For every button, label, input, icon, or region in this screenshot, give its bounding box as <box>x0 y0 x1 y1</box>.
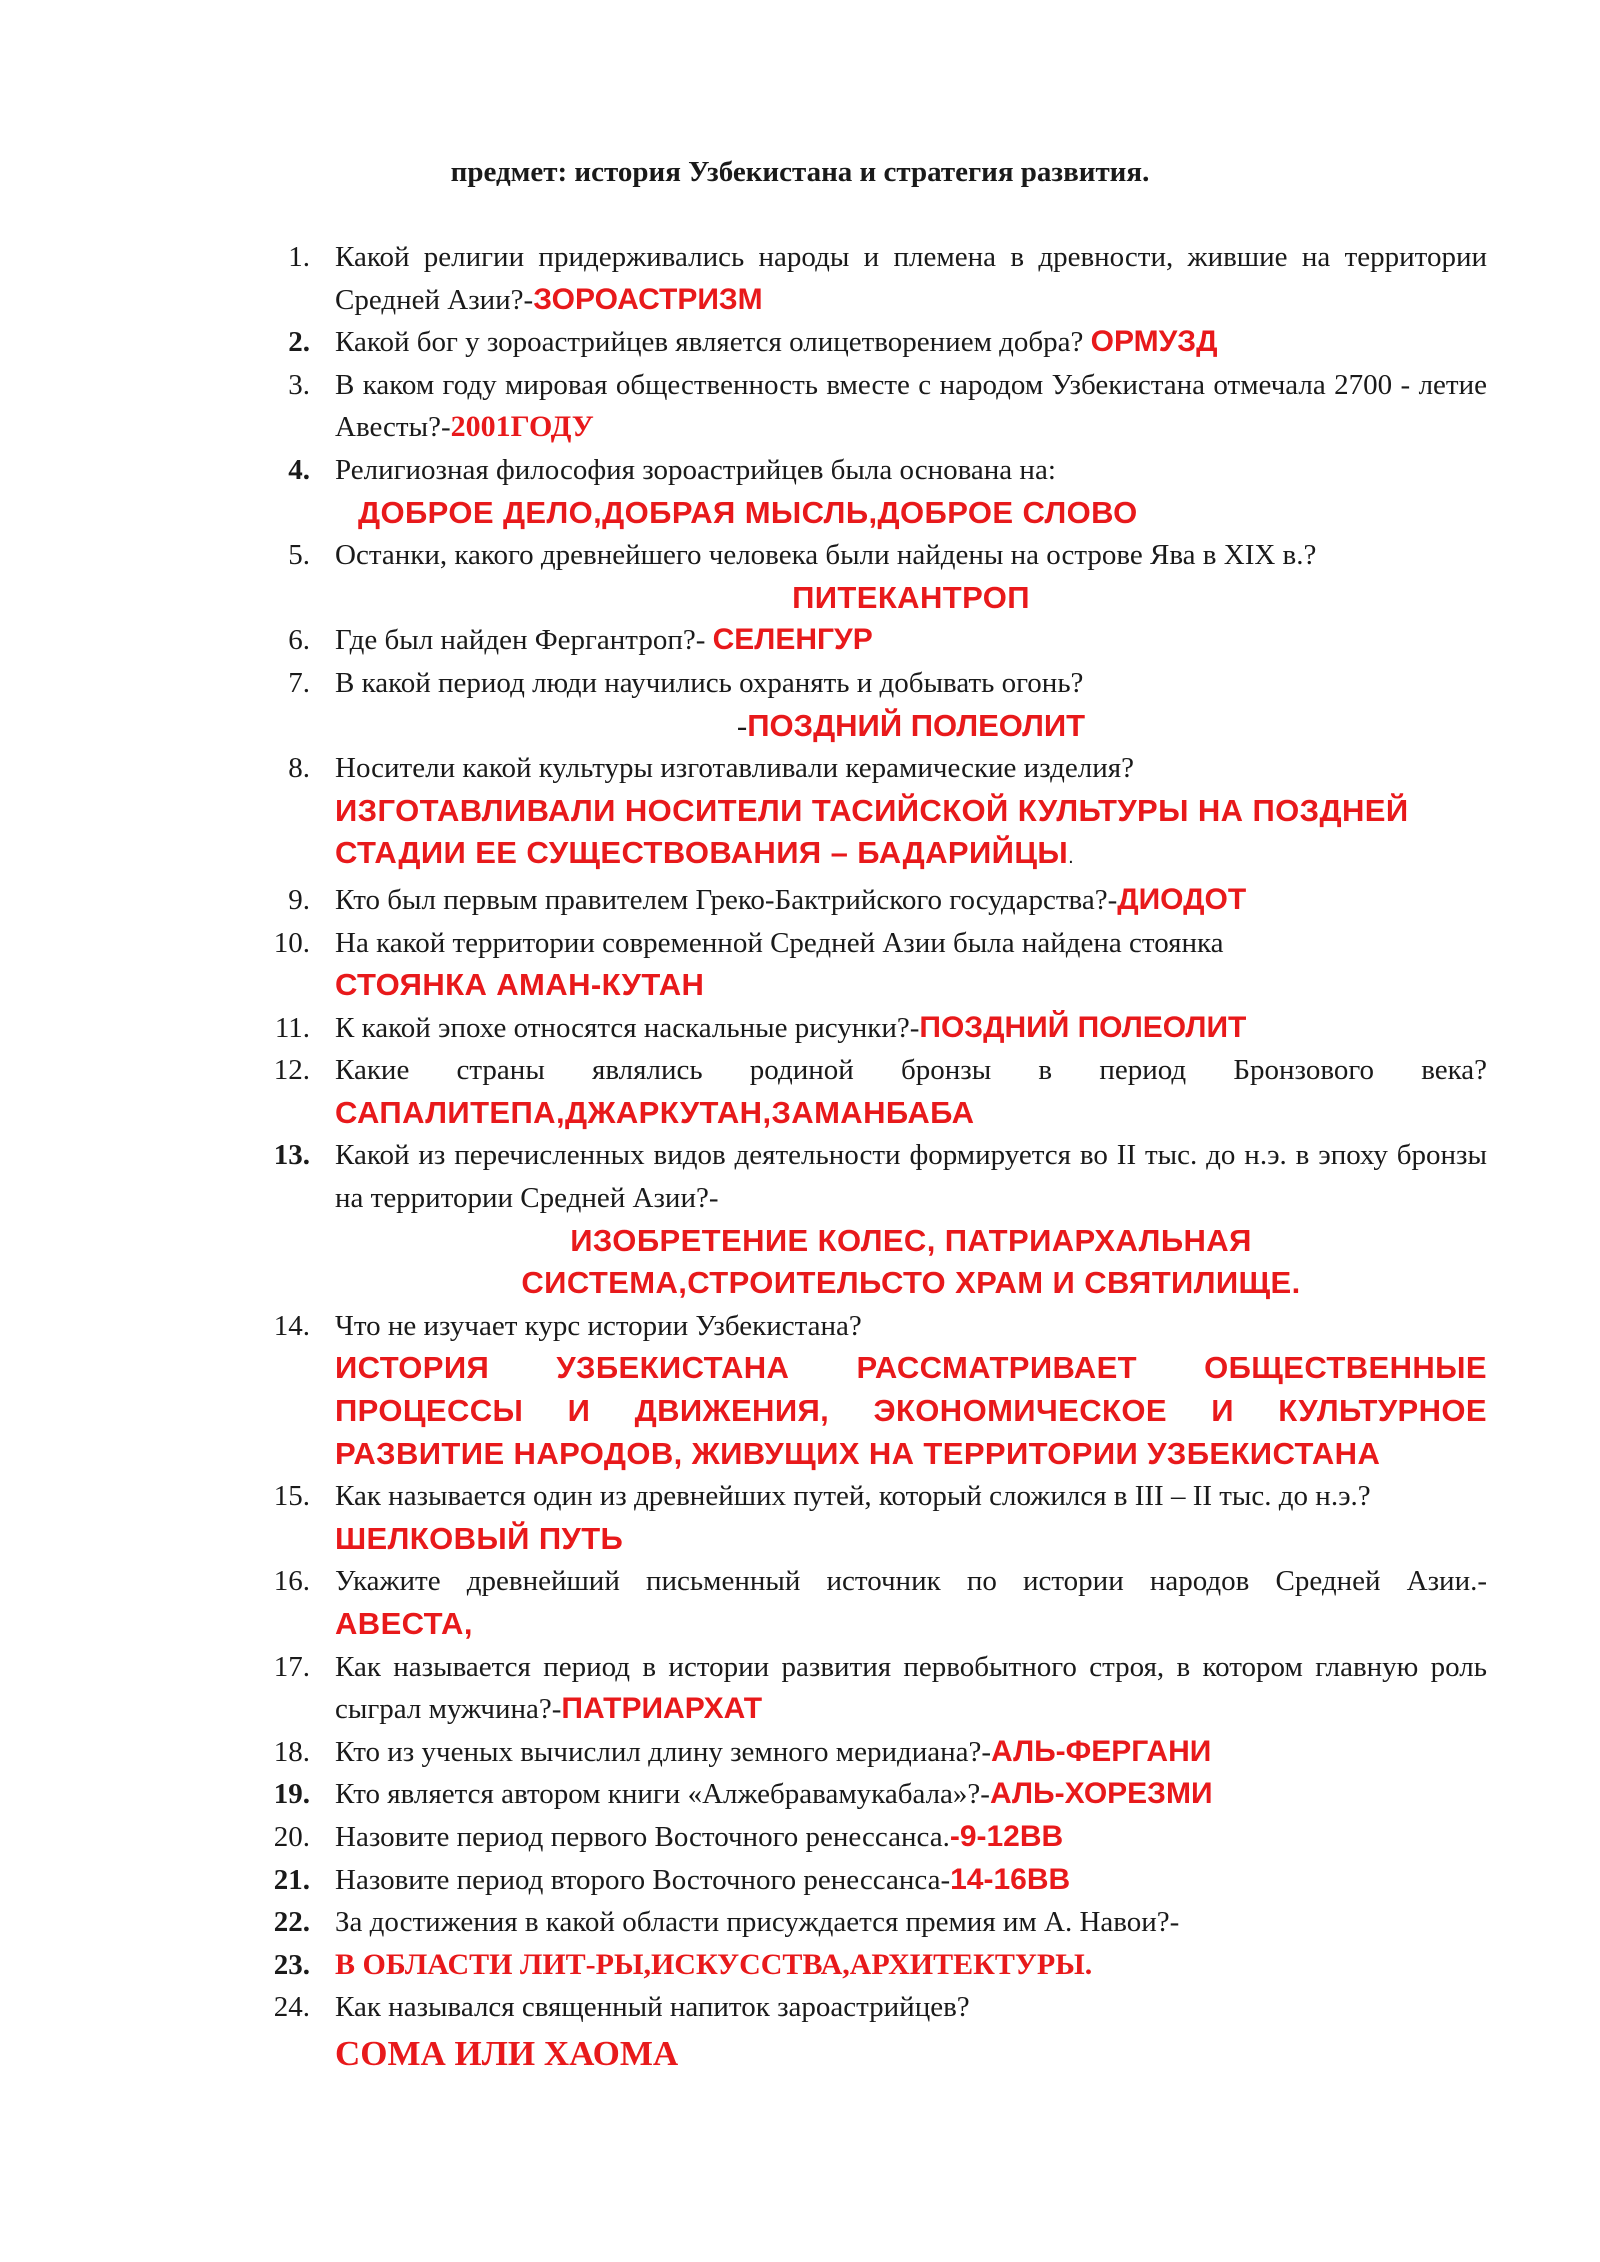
list-item <box>0 879 1600 922</box>
item-number: 21. <box>273 1863 310 1896</box>
list-item <box>0 922 1600 1007</box>
list-item <box>0 364 1600 449</box>
list-item <box>0 1134 1600 1304</box>
answer-text: ШЕЛКОВЫЙ ПУТЬ <box>335 1520 624 1556</box>
question-text: Что не изучает курс истории Узбекистана? <box>335 1309 862 1342</box>
answer-text: АЛЬ-ФЕРГАНИ <box>991 1734 1212 1768</box>
item-number: 9. <box>288 883 310 916</box>
answer-text: ПИТЕКАНТРОП <box>792 579 1030 615</box>
question-text: Носители какой культуры изготавливали керамические изделия? <box>335 752 1134 785</box>
item-number: 4. <box>288 453 310 486</box>
question-text: Какой религии придерживались народы и племена в древности, жившие на территории Средней Азии?- <box>335 241 1487 316</box>
question-text: За достижения в какой области присуждается премия им А. Навои?- <box>335 1906 1180 1939</box>
item-number: 15. <box>273 1480 310 1513</box>
item-number: 19. <box>273 1778 310 1811</box>
question-text: В какой период люди научились охранять и добывать огонь? <box>335 666 1084 699</box>
question-list <box>0 236 1600 2079</box>
answer-text: 14-16ВВ <box>950 1862 1071 1896</box>
list-item <box>0 1944 1600 1987</box>
question-text: Как называется один из древнейших путей, который сложился в III – II тыс. до н.э.? <box>335 1480 1371 1513</box>
item-number: 1. <box>288 241 310 273</box>
item-number: 13. <box>273 1139 310 1172</box>
question-text: Останки, какого древнейшего человека были найдены на острове Ява в XIX в.? <box>335 539 1317 572</box>
question-text: Какой из перечисленных видов деятельности формируется во II тыс. до н.э. в эпоху бронзы на территории Средней Азии?- <box>335 1139 1487 1215</box>
answer-line <box>335 790 1487 879</box>
list-item <box>0 1731 1600 1774</box>
question-text: В каком году мировая общественность вместе с народом Узбекистана отмечала 2700 - летие Авесты?- <box>335 368 1487 444</box>
question-text: Как называется период в истории развития первобытного строя, в котором главную роль сыграл мужчина?- <box>335 1650 1487 1726</box>
item-number: 12. <box>273 1054 310 1087</box>
question-text: Кто является автором книги «Алжебравамукабала»?- <box>335 1778 990 1811</box>
item-number: 22. <box>273 1906 310 1939</box>
question-text: Где был найден Фергантроп?- <box>335 624 713 657</box>
item-number: 6. <box>288 624 310 657</box>
list-item <box>0 1007 1600 1050</box>
list-item <box>0 236 1600 321</box>
answer-suffix: . <box>1068 846 1075 869</box>
list-item <box>0 534 1600 619</box>
question-text: Кто из ученых вычислил длину земного меридиана?- <box>335 1735 992 1768</box>
question-text: Укажите древнейший письменный источник по истории народов Средней Азии.- <box>335 1565 1487 1598</box>
list-item <box>0 1773 1600 1816</box>
answer-text: СЕЛЕНГУР <box>712 623 873 657</box>
answer-text: ДОБРОЕ ДЕЛО,ДОБРАЯ МЫСЛЬ,ДОБРОЕ СЛОВО <box>358 494 1138 530</box>
answer-line <box>335 705 1487 748</box>
question-text: Назовите период второго Восточного ренессанса- <box>335 1863 951 1896</box>
list-item <box>0 747 1600 879</box>
list-item <box>0 1901 1600 1944</box>
list-item <box>0 1049 1600 1134</box>
question-text: Как назывался священный напиток зароастрийцев? <box>335 1991 970 2024</box>
item-number: 5. <box>288 539 310 572</box>
answer-text: ЗОРОАСТРИЗМ <box>533 282 763 316</box>
item-number: 11. <box>274 1011 310 1044</box>
item-number: 16. <box>273 1565 310 1598</box>
item-number: 3. <box>288 368 310 401</box>
question-text: К какой эпохе относятся наскальные рисунки?- <box>335 1011 920 1044</box>
item-number: 18. <box>273 1735 310 1768</box>
answer-text: ПОЗДНИЙ ПОЛЕОЛИТ <box>919 1010 1247 1044</box>
answer-text: ПАТРИАРХАТ <box>561 1692 763 1726</box>
list-item <box>0 619 1600 662</box>
answer-text: АЛЬ-ХОРЕЗМИ <box>989 1777 1213 1811</box>
item-number: 24. <box>273 1991 310 2024</box>
answer-text: АВЕСТА, <box>335 1606 473 1641</box>
list-item <box>0 1986 1600 2079</box>
item-number: 2. <box>288 326 310 359</box>
question-text: Религиозная философия зороастрийцев была основана на: <box>335 453 1056 486</box>
answer-text: ИСТОРИЯ УЗБЕКИСТАНА РАССМАТРИВАЕТ ОБЩЕСТВЕННЫЕ ПРОЦЕССЫ И ДВИЖЕНИЯ, ЭКОНОМИЧЕСКОЕ И КУЛЬТУРНОЕ РАЗВИТИЕ НАРОДОВ, ЖИВУЩИХ НА ТЕРРИТОРИИ УЗБЕКИСТАНА <box>335 1350 1487 1471</box>
list-item <box>0 1816 1600 1859</box>
question-text: На какой территории современной Средней Азии была найдена стоянка <box>335 926 1224 959</box>
answer-text: ИЗГОТАВЛИВАЛИ НОСИТЕЛИ ТАСИЙСКОЙ КУЛЬТУРЫ НА ПОЗДНЕЙ СТАДИИ ЕЕ СУЩЕСТВОВАНИЯ – БАДАРИЙЦЫ <box>335 792 1409 871</box>
page-title: предмет: история Узбекистана и стратегия развития. <box>450 156 1150 188</box>
question-text: Назовите период первого Восточного ренессанса. <box>335 1820 950 1853</box>
answer-text: ДИОДОТ <box>1117 882 1247 916</box>
answer-text: ИЗОБРЕТЕНИЕ КОЛЕС, ПАТРИАРХАЛЬНАЯ <box>570 1222 1252 1258</box>
answer-text: САПАЛИТЕПА,ДЖАРКУТАН,ЗАМАНБАБА <box>335 1094 975 1130</box>
list-item <box>0 1475 1600 1560</box>
list-item <box>0 321 1600 364</box>
list-item <box>0 662 1600 747</box>
answer-text: ПОЗДНИЙ ПОЛЕОЛИТ <box>747 707 1086 743</box>
answer-text: СТОЯНКА АМАН-КУТАН <box>335 967 705 1003</box>
answer-text: 2001ГОДУ <box>450 410 594 444</box>
item-number: 10. <box>273 926 310 959</box>
answer-text-continued: СИСТЕМА,СТРОИТЕЛЬСТО ХРАМ И СВЯТИЛИЩЕ. <box>521 1265 1301 1301</box>
list-item <box>0 1859 1600 1902</box>
list-item <box>0 449 1600 534</box>
item-number: 8. <box>288 752 310 785</box>
item-number: 23. <box>273 1948 310 1981</box>
answer-text: -9-12ВВ <box>949 1819 1064 1853</box>
list-item <box>0 1646 1600 1731</box>
answer-text: В ОБЛАСТИ ЛИТ-РЫ,ИСКУССТВА,АРХИТЕКТУРЫ. <box>335 1947 1093 1981</box>
question-text: Какие страны являлись родиной бронзы в период Бронзового века? <box>335 1054 1487 1087</box>
item-number: 17. <box>273 1650 310 1683</box>
item-number: 14. <box>273 1309 310 1342</box>
list-item <box>0 1560 1600 1645</box>
item-number: 7. <box>288 666 310 699</box>
question-text: Какой бог у зороастрийцев является олицетворением добра? <box>335 326 1091 359</box>
question-text: Кто был первым правителем Греко-Бактрийского государства?- <box>335 883 1118 916</box>
answer-prefix: - <box>736 707 748 743</box>
answer-text: ОРМУЗД <box>1090 325 1218 359</box>
list-item <box>0 1305 1600 1475</box>
item-number: 20. <box>273 1820 310 1853</box>
answer-text: СОМА ИЛИ ХАОМА <box>335 2033 679 2073</box>
